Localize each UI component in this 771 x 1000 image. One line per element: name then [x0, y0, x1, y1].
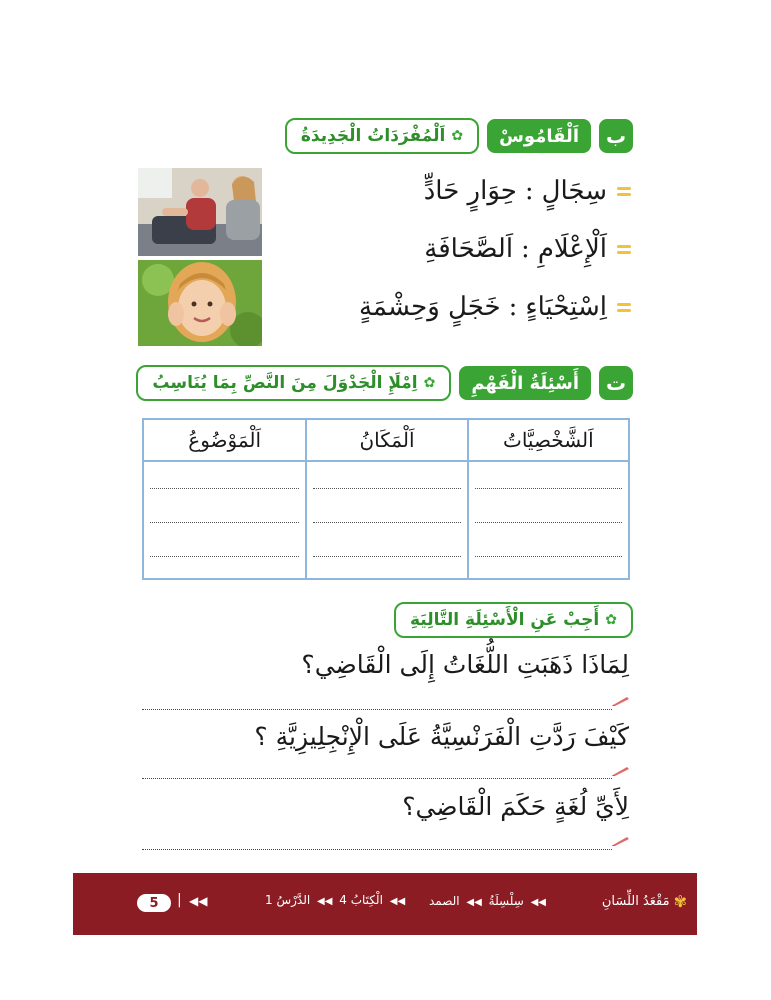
footer-lesson: ◀◀ الْكِتَابُ 4 ◀◀ الدَّرْسُ 1	[265, 893, 406, 907]
table-header-place: اَلْمَكَانُ	[305, 420, 466, 462]
photo-shy-child	[138, 260, 262, 346]
question: لِمَاذَا ذَهَبَتِ اللُّغَاتُ إِلَى الْقَاضِي؟	[301, 650, 629, 679]
section-letter: ب	[599, 119, 633, 153]
table-header-characters: اَلشَّخْصِيَّاتُ	[467, 420, 628, 462]
section-title: اِمْلَإِ الْجَدْوَلَ مِنَ النَّصِّ بِمَا يُنَاسِبُ	[152, 373, 418, 393]
pencil-icon	[612, 836, 630, 846]
vocab-meaning: اَلصَّحَافَةِ	[424, 234, 514, 264]
section-tab: اَلْقَامُوسْ	[487, 119, 591, 153]
table-cell-characters[interactable]	[467, 462, 628, 578]
footer-separator: |	[177, 892, 182, 908]
table-header-topic: اَلْمَوْضُوعُ	[144, 420, 305, 462]
answer-line[interactable]	[142, 709, 612, 710]
pencil-icon	[612, 696, 630, 706]
colon: :	[524, 176, 534, 206]
answer-line[interactable]	[142, 778, 612, 779]
brand-name: مَقْعَدُ اللِّسَانِ	[601, 894, 670, 909]
footer-brand	[602, 892, 687, 911]
bullet-icon	[617, 184, 631, 198]
question: كَيْفَ رَدَّتِ الْفَرَنْسِيَّةُ عَلَى الْإِنْجِلِيزِيَّةِ ؟	[254, 722, 629, 751]
section-title-pill	[136, 365, 451, 401]
flower-icon: ✿	[451, 128, 464, 144]
table-cell-topic[interactable]	[144, 462, 305, 578]
pencil-icon	[612, 766, 630, 776]
section-title: أَجِبْ عَنِ الْأَسْئِلَةِ التَّالِيَةِ	[409, 610, 600, 630]
chevron-icon: ◀◀	[317, 896, 333, 907]
fill-in-table	[142, 418, 630, 580]
photo-argument	[138, 168, 262, 256]
answer-line[interactable]	[142, 849, 612, 850]
vocab-word: اِسْتِحْيَاءٍ	[525, 292, 607, 322]
colon: :	[521, 234, 530, 264]
vocab-meaning: خَجَلٍ وَحِشْمَةٍ	[358, 292, 501, 322]
vocab-word: اَلْإِعْلَامِ	[537, 234, 607, 264]
bullet-icon	[617, 242, 631, 256]
flower-icon: ✿	[605, 612, 617, 628]
bullet-icon	[617, 300, 631, 314]
double-chevron-icon[interactable]: ◀◀	[189, 894, 208, 908]
question: لِأَيِّ لُغَةٍ حَكَمَ الْقَاضِي؟	[402, 792, 629, 821]
footer-series: ◀◀ سِلْسِلَةُ ◀◀ الصمد	[428, 894, 546, 908]
colon: :	[508, 292, 518, 322]
vocab-row	[358, 292, 631, 322]
section-title-pill	[285, 118, 479, 154]
chevron-icon: ◀◀	[389, 896, 406, 907]
table-cell-place[interactable]	[305, 462, 466, 578]
logo-icon: ✾	[673, 892, 687, 911]
vocab-meaning: حِوَارٍ حَادٍّ	[423, 176, 517, 206]
vocab-row	[371, 176, 631, 206]
section-b-header	[285, 118, 633, 154]
answer-section-header	[394, 602, 633, 638]
section-title-pill	[394, 602, 633, 638]
vocab-word: سِجَالٍ	[541, 176, 607, 206]
chevron-icon: ◀◀	[466, 897, 482, 908]
chevron-icon: ◀◀	[530, 897, 546, 908]
section-letter: ت	[599, 366, 633, 400]
section-t-header	[136, 365, 633, 401]
footer-bar	[73, 873, 697, 935]
page-number: 5	[137, 894, 171, 912]
section-title: اَلْمُفْرَدَاتُ الْجَدِيدَةُ	[300, 126, 446, 146]
vocab-row	[371, 234, 631, 264]
flower-icon: ✿	[423, 375, 436, 391]
section-tab: أَسْئِلَةُ الْفَهْمِ	[459, 366, 591, 400]
